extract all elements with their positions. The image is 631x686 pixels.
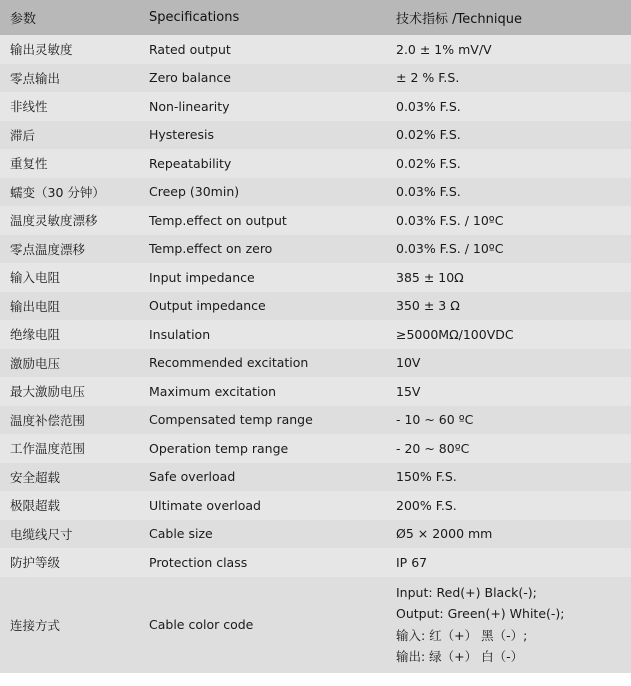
row-param: 重复性	[0, 149, 139, 178]
row-spec: Maximum excitation	[139, 377, 386, 406]
row-tech	[386, 577, 631, 673]
row-tech: 0.02% F.S.	[386, 121, 631, 150]
row-param: 防护等级	[0, 548, 139, 577]
header-technique: 技术指标 /Technique	[386, 0, 631, 35]
table-row	[0, 349, 631, 378]
row-tech: Ø5 × 2000 mm	[386, 520, 631, 549]
table-row	[0, 35, 631, 64]
table-row	[0, 520, 631, 549]
row-spec: Recommended excitation	[139, 349, 386, 378]
cable-line-input-en: Input: Red(+) Black(-);	[396, 584, 537, 600]
row-param: 最大激励电压	[0, 377, 139, 406]
row-spec: Cable size	[139, 520, 386, 549]
row-spec: Creep (30min)	[139, 178, 386, 207]
row-spec: Temp.effect on zero	[139, 235, 386, 264]
table-row	[0, 491, 631, 520]
table-row	[0, 292, 631, 321]
row-param: 滞后	[0, 121, 139, 150]
row-spec: Safe overload	[139, 463, 386, 492]
table-header-row	[0, 0, 631, 35]
row-tech: 0.03% F.S.	[386, 178, 631, 207]
row-spec: Output impedance	[139, 292, 386, 321]
cable-line-output-zh: 输出: 绿（+） 白（-）	[396, 649, 524, 664]
row-param: 工作温度范围	[0, 434, 139, 463]
row-tech: 200% F.S.	[386, 491, 631, 520]
table-row	[0, 320, 631, 349]
table-row	[0, 149, 631, 178]
row-param: 蠕变（30 分钟）	[0, 178, 139, 207]
table-row	[0, 263, 631, 292]
row-param: 电缆线尺寸	[0, 520, 139, 549]
row-tech: 2.0 ± 1% mV/V	[386, 35, 631, 64]
row-tech: 0.03% F.S. / 10ºC	[386, 206, 631, 235]
row-param: 零点温度漂移	[0, 235, 139, 264]
header-specifications: Specifications	[139, 0, 386, 35]
table-row-cable-color-code	[0, 577, 631, 673]
row-spec: Insulation	[139, 320, 386, 349]
row-spec: Non-linearity	[139, 92, 386, 121]
row-param: 极限超载	[0, 491, 139, 520]
table-row	[0, 206, 631, 235]
cable-color-code-lines	[396, 582, 621, 668]
table-row	[0, 434, 631, 463]
row-spec: Cable color code	[139, 577, 386, 673]
table-row	[0, 406, 631, 435]
row-param: 输出电阻	[0, 292, 139, 321]
row-tech: 0.03% F.S.	[386, 92, 631, 121]
row-tech: ± 2 % F.S.	[386, 64, 631, 93]
row-param: 连接方式	[0, 577, 139, 673]
row-spec: Repeatability	[139, 149, 386, 178]
row-tech: 385 ± 10Ω	[386, 263, 631, 292]
cable-line-input-zh: 输入: 红（+） 黑（-）;	[396, 627, 528, 643]
row-spec: Ultimate overload	[139, 491, 386, 520]
row-spec: Operation temp range	[139, 434, 386, 463]
cable-line-output-en: Output: Green(+) White(-);	[396, 606, 565, 621]
row-param: 输入电阻	[0, 263, 139, 292]
row-tech: 0.03% F.S. / 10ºC	[386, 235, 631, 264]
row-tech: IP 67	[386, 548, 631, 577]
row-tech: 0.02% F.S.	[386, 149, 631, 178]
row-tech: - 20 ~ 80ºC	[386, 434, 631, 463]
row-tech: 10V	[386, 349, 631, 378]
table-row	[0, 64, 631, 93]
row-param: 非线性	[0, 92, 139, 121]
row-spec: Compensated temp range	[139, 406, 386, 435]
table-row	[0, 548, 631, 577]
row-tech: - 10 ~ 60 ºC	[386, 406, 631, 435]
row-param: 温度灵敏度漂移	[0, 206, 139, 235]
table-row	[0, 463, 631, 492]
table-row	[0, 235, 631, 264]
row-param: 安全超载	[0, 463, 139, 492]
row-param: 输出灵敏度	[0, 35, 139, 64]
row-spec: Zero balance	[139, 64, 386, 93]
header-param: 参数	[0, 0, 139, 35]
row-param: 激励电压	[0, 349, 139, 378]
row-spec: Input impedance	[139, 263, 386, 292]
row-spec: Temp.effect on output	[139, 206, 386, 235]
table-row	[0, 178, 631, 207]
table-row	[0, 92, 631, 121]
row-tech: 150% F.S.	[386, 463, 631, 492]
row-spec: Protection class	[139, 548, 386, 577]
row-param: 绝缘电阻	[0, 320, 139, 349]
row-tech: ≥5000MΩ/100VDC	[386, 320, 631, 349]
row-tech: 15V	[386, 377, 631, 406]
row-spec: Rated output	[139, 35, 386, 64]
row-param: 温度补偿范围	[0, 406, 139, 435]
table-row	[0, 377, 631, 406]
row-spec: Hysteresis	[139, 121, 386, 150]
row-tech: 350 ± 3 Ω	[386, 292, 631, 321]
row-param: 零点输出	[0, 64, 139, 93]
table-row	[0, 121, 631, 150]
